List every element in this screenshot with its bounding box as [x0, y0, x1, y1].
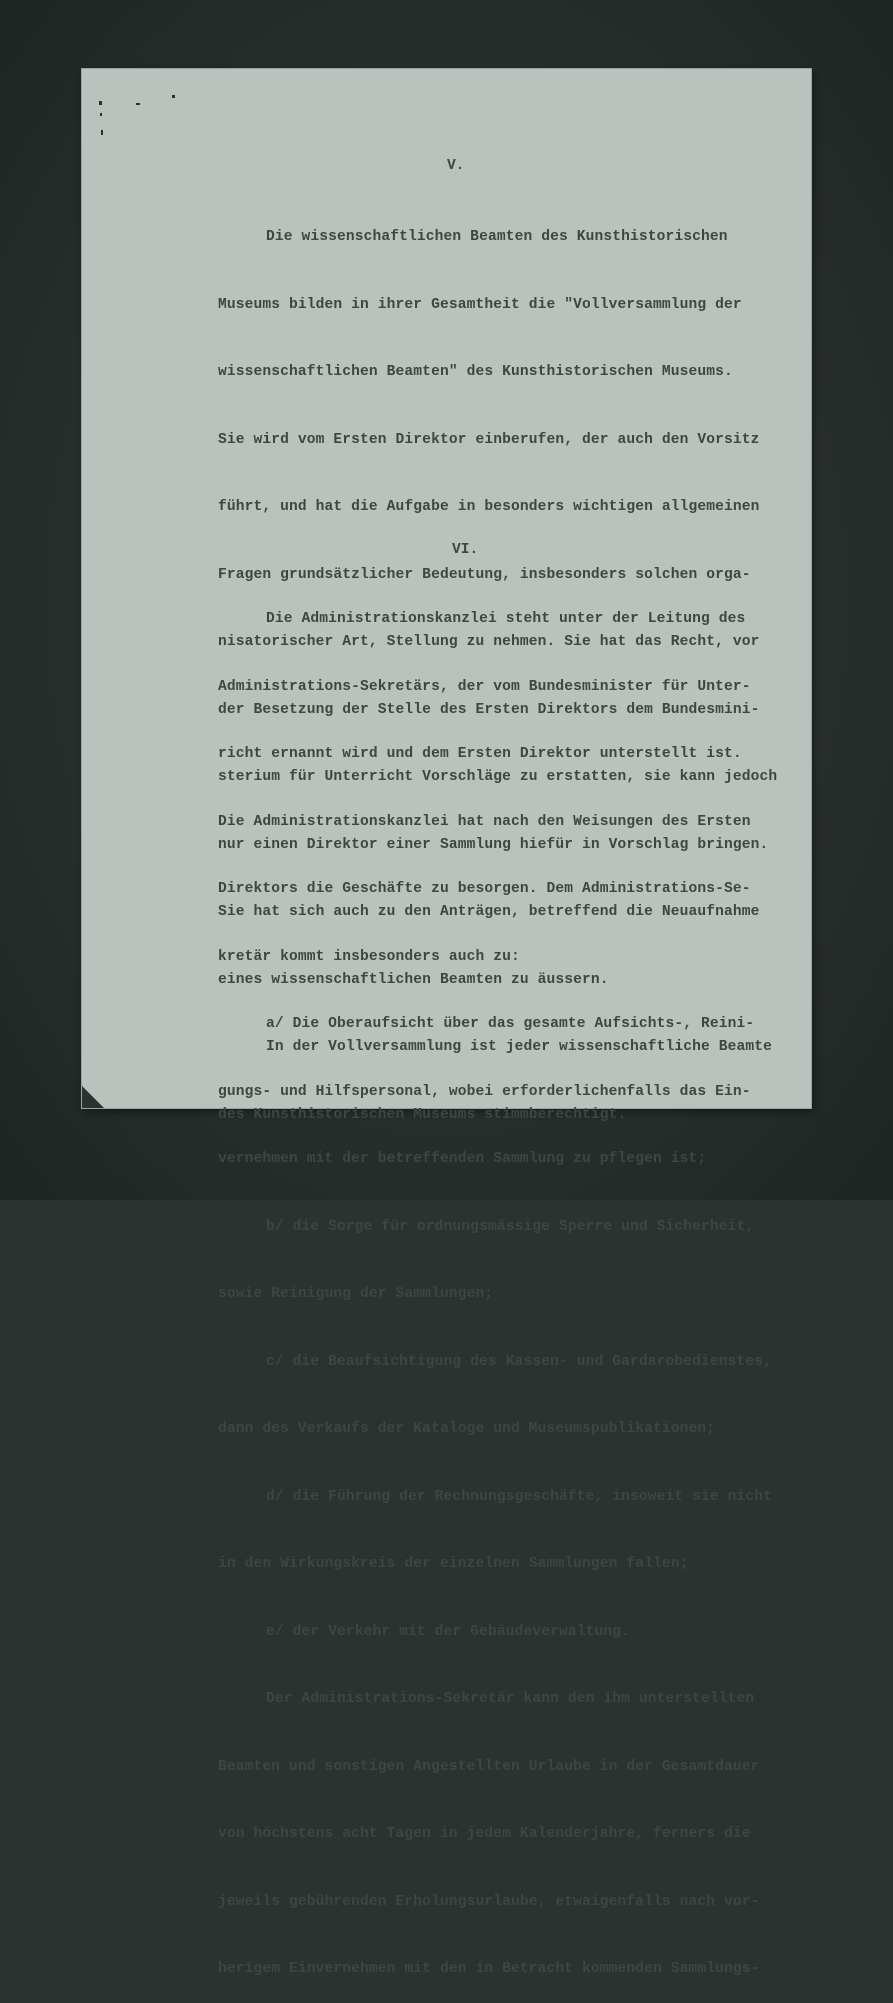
text-line: c/ die Beaufsichtigung des Kassen- und Gardarobedienstes, [266, 1353, 773, 1370]
text-line: Direktors die Geschäfte zu besorgen. Dem Administrations-Se- [218, 881, 751, 897]
text-line: eines wissenschaftlichen Beamten zu äussern. [218, 971, 609, 988]
text-line: a/ Die Oberaufsicht über das gesamte Aufsichts-, Reini- [266, 1016, 755, 1032]
text-line: Beamten und sonstigen Angestellten Urlaube in der Gesamtdauer [218, 1758, 760, 1775]
text-line: der Besetzung der Stelle des Ersten Direktors dem Bundesmini- [218, 701, 760, 718]
section-vi-heading: VI. [452, 542, 479, 558]
text-line: Museums bilden in ihrer Gesamtheit die "Vollversammlung der [218, 296, 742, 313]
text-line: Die wissenschaftlichen Beamten des Kunsthistorischen [266, 229, 728, 245]
text-line: nur einen Direktor einer Sammlung hiefür in Vorschlag bringen. [218, 836, 769, 853]
text-line: Die Administrationskanzlei steht unter der Leitung des [266, 611, 746, 627]
text-line: In der Vollversammlung ist jeder wissenschaftliche Beamte [266, 1039, 773, 1055]
text-line: dann des Verkaufs der Kataloge und Museumspublikationen; [218, 1421, 716, 1437]
text-line: wissenschaftlichen Beamten" des Kunsthistorischen Museums. [218, 364, 733, 380]
text-line: von höchstens acht Tagen in jedem Kalenderjahre, ferners die [218, 1826, 751, 1842]
text-line: richt ernannt wird und dem Ersten Direktor unterstellt ist. [218, 746, 742, 762]
text-line: führt, und hat die Aufgabe in besonders wichtigen allgemeinen [218, 499, 760, 515]
section-v-heading: V. [447, 158, 465, 174]
text-line: in den Wirkungskreis der einzelnen Sammlungen fallen; [218, 1556, 689, 1572]
text-line: sterium für Unterricht Vorschläge zu erstatten, sie kann jedoch [218, 769, 778, 785]
text-line: Der Administrations-Sekretär kann den ihm unterstellten [266, 1691, 755, 1707]
text-line: Sie wird vom Ersten Direktor einberufen, der auch den Vorsitz [218, 431, 760, 448]
text-line: Die Administrationskanzlei hat nach den Weisungen des Ersten [218, 813, 751, 830]
text-line: sowie Reinigung der Sammlungen; [218, 1286, 494, 1302]
text-line: e/ der Verkehr mit der Gebäudeverwaltung. [266, 1623, 630, 1640]
text-line: Sie hat sich auch zu den Anträgen, betreffend die Neuaufnahme [218, 904, 760, 920]
punch-marks-icon [94, 95, 184, 145]
text-line: b/ die Sorge für ordnungsmässige Sperre und Sicherheit, [266, 1218, 755, 1235]
text-line: nisatorischer Art, Stellung zu nehmen. Sie hat das Recht, vor [218, 634, 760, 650]
text-line: kretär kommt insbesonders auch zu: [218, 948, 520, 965]
text-line: gungs- und Hilfspersonal, wobei erforderlichenfalls das Ein- [218, 1083, 751, 1100]
text-line: vernehmen mit der betreffenden Sammlung zu pflegen ist; [218, 1151, 707, 1167]
text-line: d/ die Führung der Rechnungsgeschäfte, insoweit sie nicht [266, 1488, 773, 1505]
text-line: des Kunsthistorischen Museums stimmberechtigt. [218, 1106, 627, 1123]
text-line: Administrations-Sekretärs, der vom Bundesminister für Unter- [218, 678, 751, 695]
text-line: Fragen grundsätzlicher Bedeutung, insbesonders solchen orga- [218, 566, 751, 583]
text-line: jeweils gebührenden Erholungsurlaube, etwaigenfalls nach vor- [218, 1893, 760, 1910]
section-vi-body [218, 563, 798, 2003]
text-line: herigem Einvernehmen mit den in Betracht kommenden Sammlungs- [218, 1961, 760, 1977]
